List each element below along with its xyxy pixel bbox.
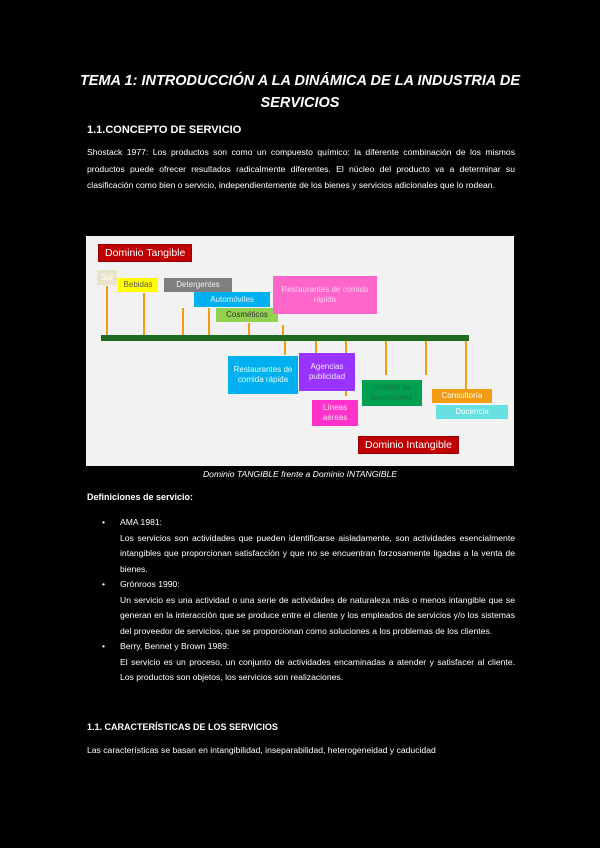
dominio-tangible-label: Dominio Tangible [98, 244, 192, 262]
list-item [100, 577, 515, 639]
arrow-gestion [385, 341, 387, 375]
item-sal: Sal [97, 270, 117, 285]
definition-text: Un servicio es una actividad o una serie de actividades de naturaleza más o menos intangible que se generan en la interacción que se produce entre el cliente y los empleados de servicios y/o los sistemas del proveedor de servicios, que se proporcionan como soluciones a los problemas de los clientes. [120, 594, 515, 636]
arrow-restaurantes-top [282, 325, 284, 335]
arrow-restaurantes-bottom [284, 341, 286, 355]
arrow-sal [106, 286, 108, 335]
item-lineas-aereas: Líneas aéreas [312, 400, 358, 426]
definition-text: El servicio es un proceso, un conjunto de actividades encaminadas a atender y satisfacer al cliente. Los productos son objetos, los servicios son realizaciones. [120, 656, 515, 682]
item-restaurantes-tangible: Restaurantes de comida rápida [273, 276, 377, 314]
item-detergentes: Detergentes [164, 278, 232, 292]
definition-text: Los servicios son actividades que pueden identificarse aisladamente, son actividades esencialmente intangibles que proporcionan satisfacción y que no se encuentran forzosamente ligadas a la venta de bienes. [120, 532, 515, 574]
item-gestion: Gestión de inversiones [362, 380, 422, 406]
definitions-heading: Definiciones de servicio: [87, 492, 194, 502]
arrow-automoviles [208, 308, 210, 335]
list-item [100, 515, 515, 577]
item-docencia: Docencia [436, 405, 508, 419]
diagram-caption: Dominio TANGIBLE frente a Dominio INTANGIBLE [202, 469, 398, 479]
intro-paragraph: Shostack 1977: Los productos son como un compuesto químico: la diferente combinación de los mismos productos puede ofrecer resultados radicalmente diferentes. El núcleo del producto va a determinar su clasificación como bien o servicio, independientemente de los bienes y servicios adicionales que lo rodean. [87, 147, 515, 190]
definition-source: Berry, Bennet y Brown 1989: [120, 641, 230, 651]
item-bebidas: Bebidas [118, 278, 158, 292]
item-cosmeticos: Cosméticos [216, 308, 278, 322]
bullet-icon: • [102, 517, 106, 527]
section-heading-caracteristicas: 1.1. CARACTERÍSTICAS DE LOS SERVICIOS [87, 722, 278, 732]
definition-source: Grönroos 1990: [120, 579, 180, 589]
arrow-detergentes [182, 308, 184, 335]
definition-source: AMA 1981: [120, 517, 163, 527]
caracteristicas-paragraph: Las características se basan en intangibilidad, inseparabilidad, heterogeneidad y caducidad [87, 745, 436, 755]
tangible-intangible-diagram [86, 236, 514, 466]
item-agencias: Agencias publicidad [299, 353, 355, 391]
bullet-icon: • [102, 579, 106, 589]
bullet-icon: • [102, 641, 106, 651]
arrow-gestion-2 [425, 341, 427, 375]
list-item [100, 639, 515, 686]
item-restaurantes-intangible: Restaurantes de comida rápida [228, 356, 298, 394]
definitions-list [100, 515, 515, 686]
arrow-cosmeticos [248, 323, 250, 335]
item-consultoria: Consultoría [432, 389, 492, 403]
item-automoviles: Automóviles [194, 292, 270, 307]
page-title: TEMA 1: INTRODUCCIÓN A LA DINÁMICA DE LA INDUSTRIA DE SERVICIOS [79, 73, 521, 111]
arrow-consultoria [465, 341, 467, 389]
arrow-bebidas [143, 293, 145, 335]
dominio-intangible-label: Dominio Intangible [358, 436, 459, 454]
section-heading-concepto: 1.1.CONCEPTO DE SERVICIO [87, 124, 242, 136]
